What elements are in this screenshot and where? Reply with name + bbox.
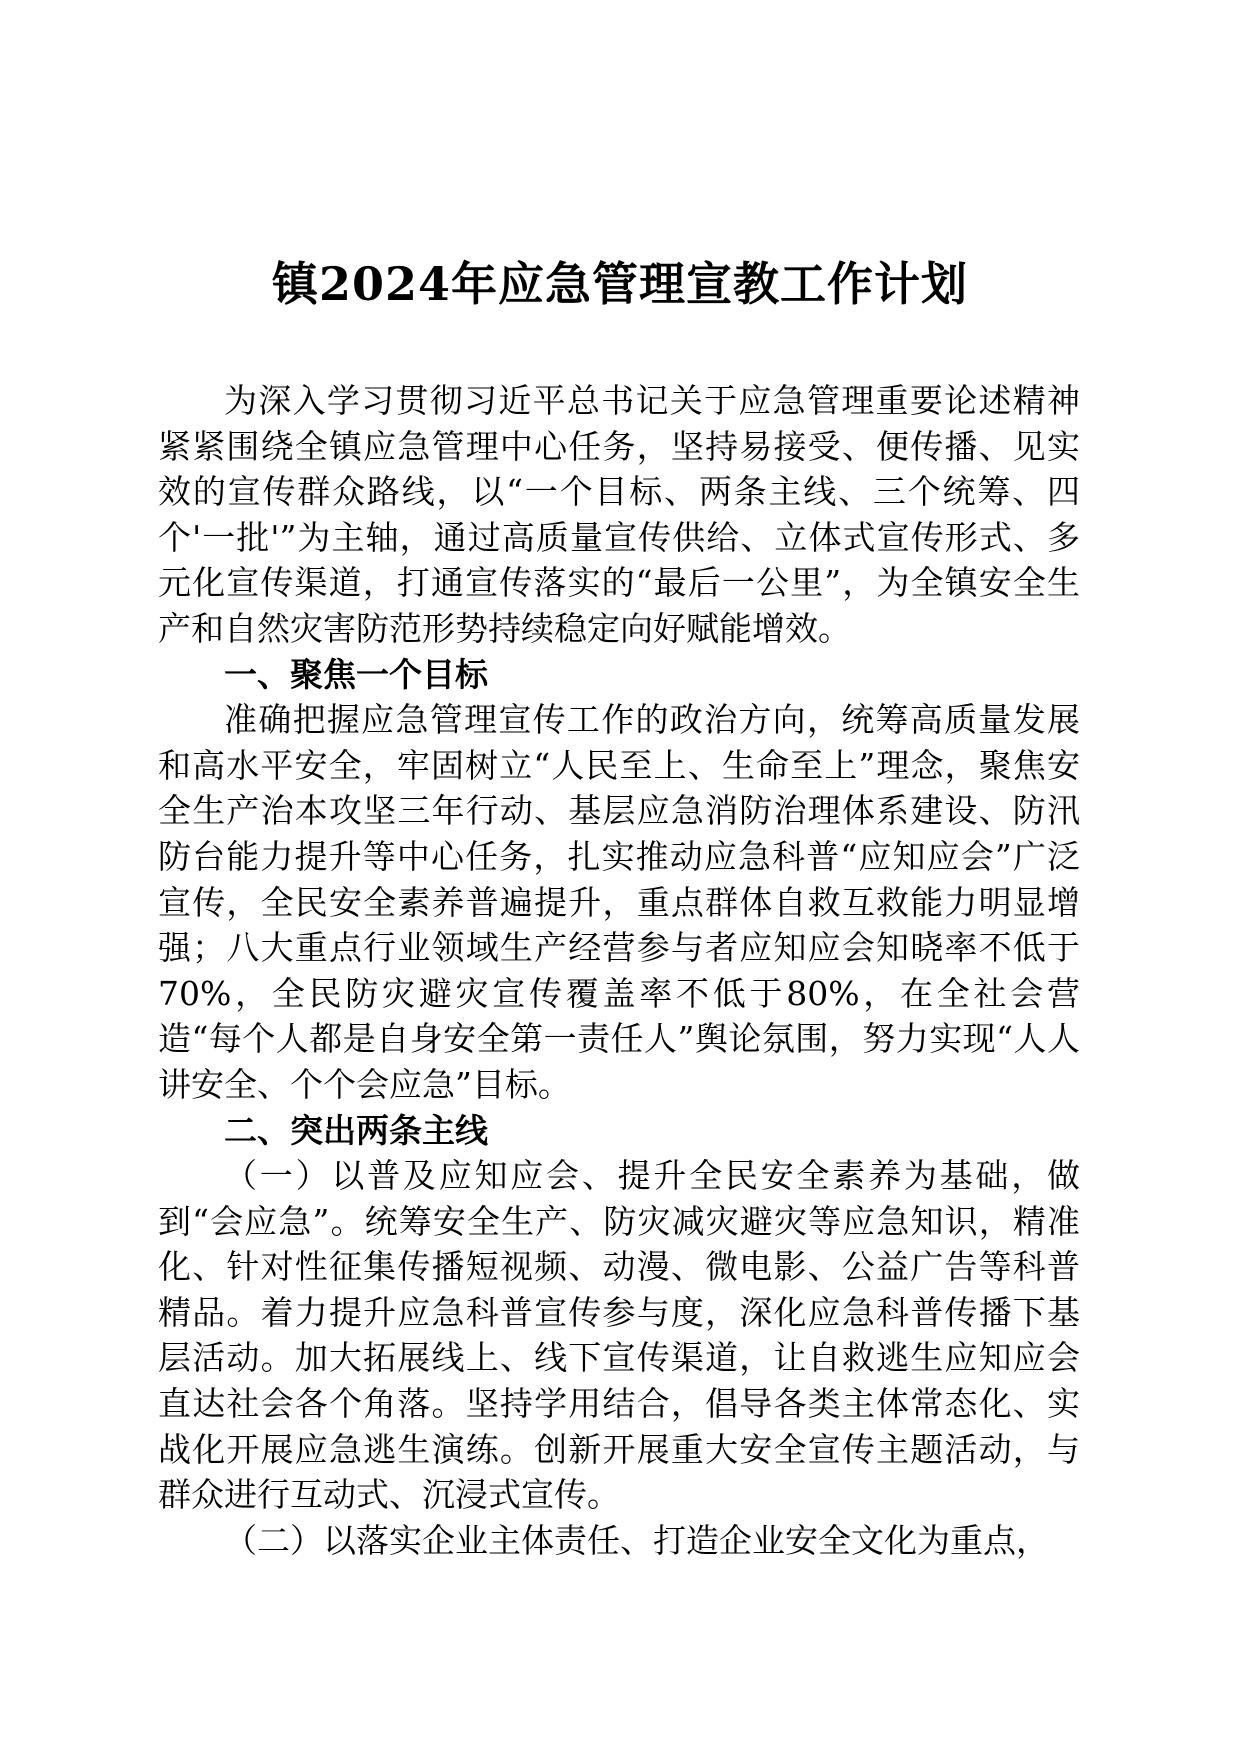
section-2-item-2-paragraph: （二）以落实企业主体责任、打造企业安全文化为重点， [224,1520,1049,1560]
document-title: 镇2024年应急管理宣教工作计划 [271,257,969,311]
section-heading-1: 一、聚焦一个目标 [224,654,488,694]
intro-paragraph: 为深入学习贯彻习近平总书记关于应急管理重要论述精神紧紧围绕全镇应急管理中心任务，坚持易接受、便传播、见实效的宣传群众路线，以“一个目标、两条主线、三个统筹、四个'一批'”为主轴，通过高质量宣传供给、立体式宣传形式、多元化宣传渠道，打通宣传落实的“最后一公里”，为全镇安全生产和自然灾害防范形势持续稳定向好赋能增效。 [158,381,1080,648]
section-2-item-1-paragraph: （一）以普及应知应会、提升全民安全素养为基础，做到“会应急”。统筹安全生产、防灾减灾避灾等应急知识，精准化、针对性征集传播短视频、动漫、微电影、公益广告等科普精品。着力提升应急科普宣传参与度，深化应急科普传播下基层活动。加大拓展线上、线下宣传渠道，让自救逃生应知应会直达社会各个角落。坚持学用结合，倡导各类主体常态化、实战化开展应急逃生演练。创新开展重大安全宣传主题活动，与群众进行互动式、沉浸式宣传。 [158,1156,1080,1515]
document-body [158,378,1080,1563]
section-1-paragraph: 准确把握应急管理宣传工作的政治方向，统筹高质量发展和高水平安全，牢固树立“人民至上、生命至上”理念，聚焦安全生产治本攻坚三年行动、基层应急消防治理体系建设、防汛防台能力提升等中心任务，扎实推动应急科普“应知应会”广泛宣传，全民安全素养普遍提升，重点群体自救互救能力明显增强；八大重点行业领域生产经营参与者应知应会知晓率不低于70%，全民防灾避灾宣传覆盖率不低于80%，在全社会营造“每个人都是自身安全第一责任人”舆论氛围，努力实现“人人讲安全、个个会应急”目标。 [158,700,1080,1104]
section-heading-2: 二、突出两条主线 [224,1110,488,1150]
